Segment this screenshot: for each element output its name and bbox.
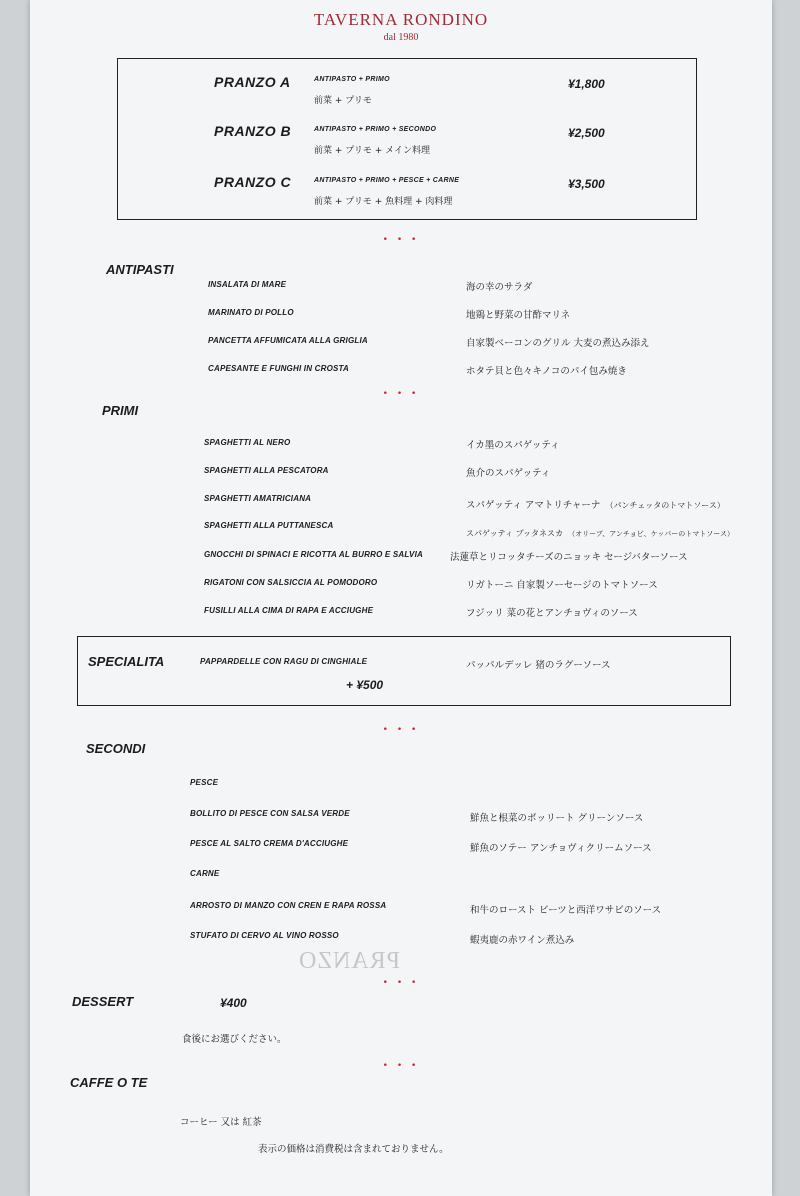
lunch-set-price: ¥3,500 — [568, 177, 605, 191]
separator-dots: • • • — [382, 389, 420, 399]
section-title-antipasti: ANTIPASTI — [106, 262, 174, 277]
dish-name: STUFATO DI CERVO AL VINO ROSSO — [190, 931, 339, 940]
dish-jp-note: （オリーブ、アンチョビ、ケッパーのトマトソース） — [568, 530, 734, 538]
dish-name: SPAGHETTI AMATRICIANA — [204, 494, 312, 503]
restaurant-subtitle: dal 1980 — [383, 32, 419, 43]
dish-name: CAPESANTE E FUNGHI IN CROSTA — [208, 364, 350, 373]
dish-name: ARROSTO DI MANZO CON CREN E RAPA ROSSA — [190, 901, 387, 910]
dish-jp: 蝦夷鹿の赤ワイン煮込み — [470, 935, 575, 946]
separator-dots: • • • — [382, 725, 420, 735]
separator-dots: • • • — [382, 1061, 420, 1071]
dish-name: PANCETTA AFFUMICATA ALLA GRIGLIA — [208, 336, 368, 345]
lunch-set-desc: ANTIPASTO + PRIMO + PESCE + CARNE — [314, 177, 460, 184]
dish-jp: イカ墨のスパゲッティ — [466, 440, 560, 451]
dish-name: SPAGHETTI ALLA PESCATORA — [204, 466, 329, 475]
dish-jp: フジッリ 菜の花とアンチョヴィのソース — [466, 608, 638, 619]
lunch-set-desc: ANTIPASTO + PRIMO + SECONDO — [314, 126, 437, 133]
lunch-set-jp: 前菜 + プリモ + 魚料理 + 肉料理 — [314, 197, 453, 207]
subsection-label-pesce: PESCE — [190, 778, 219, 787]
dish-jp: 地鶏と野菜の甘酢マリネ — [466, 310, 571, 321]
dessert-price: ¥400 — [220, 996, 247, 1010]
separator-dots: • • • — [382, 978, 420, 988]
specialita-price: + ¥500 — [346, 678, 384, 692]
dish-name: SPAGHETTI ALLA PUTTANESCA — [204, 521, 334, 530]
dish-jp: 魚介のスパゲッティ — [466, 468, 551, 479]
dish-jp-row — [466, 521, 734, 540]
lunch-set-price: ¥2,500 — [568, 126, 605, 140]
section-title-primi: PRIMI — [102, 403, 139, 418]
dish-jp: スパゲッティ アマトリチャーナ — [466, 500, 601, 511]
lunch-set-price: ¥1,800 — [568, 77, 605, 91]
dish-name: BOLLITO DI PESCE CON SALSA VERDE — [190, 809, 350, 818]
lunch-set-jp: 前菜 + プリモ — [314, 96, 372, 106]
dish-jp: 鮮魚のソテー アンチョヴィクリームソース — [470, 843, 652, 854]
dish-name: PESCE AL SALTO CREMA D'ACCIUGHE — [190, 839, 349, 848]
restaurant-name: TAVERNA RONDINO — [313, 10, 489, 29]
section-title-specialita: SPECIALITA — [88, 654, 165, 669]
lunch-set-jp: 前菜 + プリモ + メイン料理 — [314, 146, 430, 156]
section-title-dessert: DESSERT — [72, 994, 134, 1009]
dish-name: SPAGHETTI AL NERO — [204, 438, 291, 447]
dish-name: INSALATA DI MARE — [208, 280, 287, 289]
dish-jp: リガトーニ 自家製ソーセージのトマトソース — [466, 580, 658, 591]
menu-sheet — [30, 0, 772, 1196]
dish-name: FUSILLI ALLA CIMA DI RAPA E ACCIUGHE — [204, 606, 374, 615]
bleed-through-text: PRANZO — [298, 948, 401, 974]
section-title-caffe: CAFFE O TE — [70, 1075, 148, 1090]
dish-jp: 自家製ベーコンのグリル 大麦の煮込み添え — [466, 338, 650, 349]
separator-dots: • • • — [382, 235, 420, 245]
tax-footnote: 表示の価格は消費税は含まれておりません。 — [258, 1144, 449, 1155]
subsection-label-carne: CARNE — [190, 869, 220, 878]
dish-jp: パッパルデッレ 猪のラグーソース — [466, 660, 611, 671]
dish-jp: 海の幸のサラダ — [466, 282, 533, 293]
dish-jp: 和牛のロースト ビーツと西洋ワサビのソース — [470, 905, 662, 916]
dish-jp-row — [466, 493, 725, 512]
dish-name: RIGATONI CON SALSICCIA AL POMODORO — [204, 578, 378, 587]
dish-jp: 法蓮草とリコッタチーズのニョッキ セージバターソース — [450, 552, 688, 563]
section-title-secondi: SECONDI — [86, 741, 146, 756]
caffe-jp: コーヒー 又は 紅茶 — [180, 1117, 262, 1128]
dessert-note: 食後にお選びください。 — [182, 1034, 287, 1045]
dish-name: GNOCCHI DI SPINACI E RICOTTA AL BURRO E SALVIA — [204, 550, 423, 559]
lunch-set-name: PRANZO A — [214, 74, 291, 90]
dish-jp: スパゲッティ プッタネスカ — [466, 529, 564, 538]
dish-jp: ホタテ貝と色々キノコのパイ包み焼き — [466, 366, 627, 377]
dish-name: PAPPARDELLE CON RAGU DI CINGHIALE — [200, 657, 368, 666]
dish-name: MARINATO DI POLLO — [208, 308, 294, 317]
lunch-set-desc: ANTIPASTO + PRIMO — [314, 76, 390, 83]
dish-jp-note: （パンチェッタのトマトソース） — [605, 501, 725, 510]
dish-jp: 鮮魚と根菜のボッリート グリーンソース — [470, 813, 644, 824]
lunch-set-name: PRANZO C — [214, 174, 292, 190]
specialita-box — [77, 636, 731, 706]
lunch-set-name: PRANZO B — [214, 123, 292, 139]
